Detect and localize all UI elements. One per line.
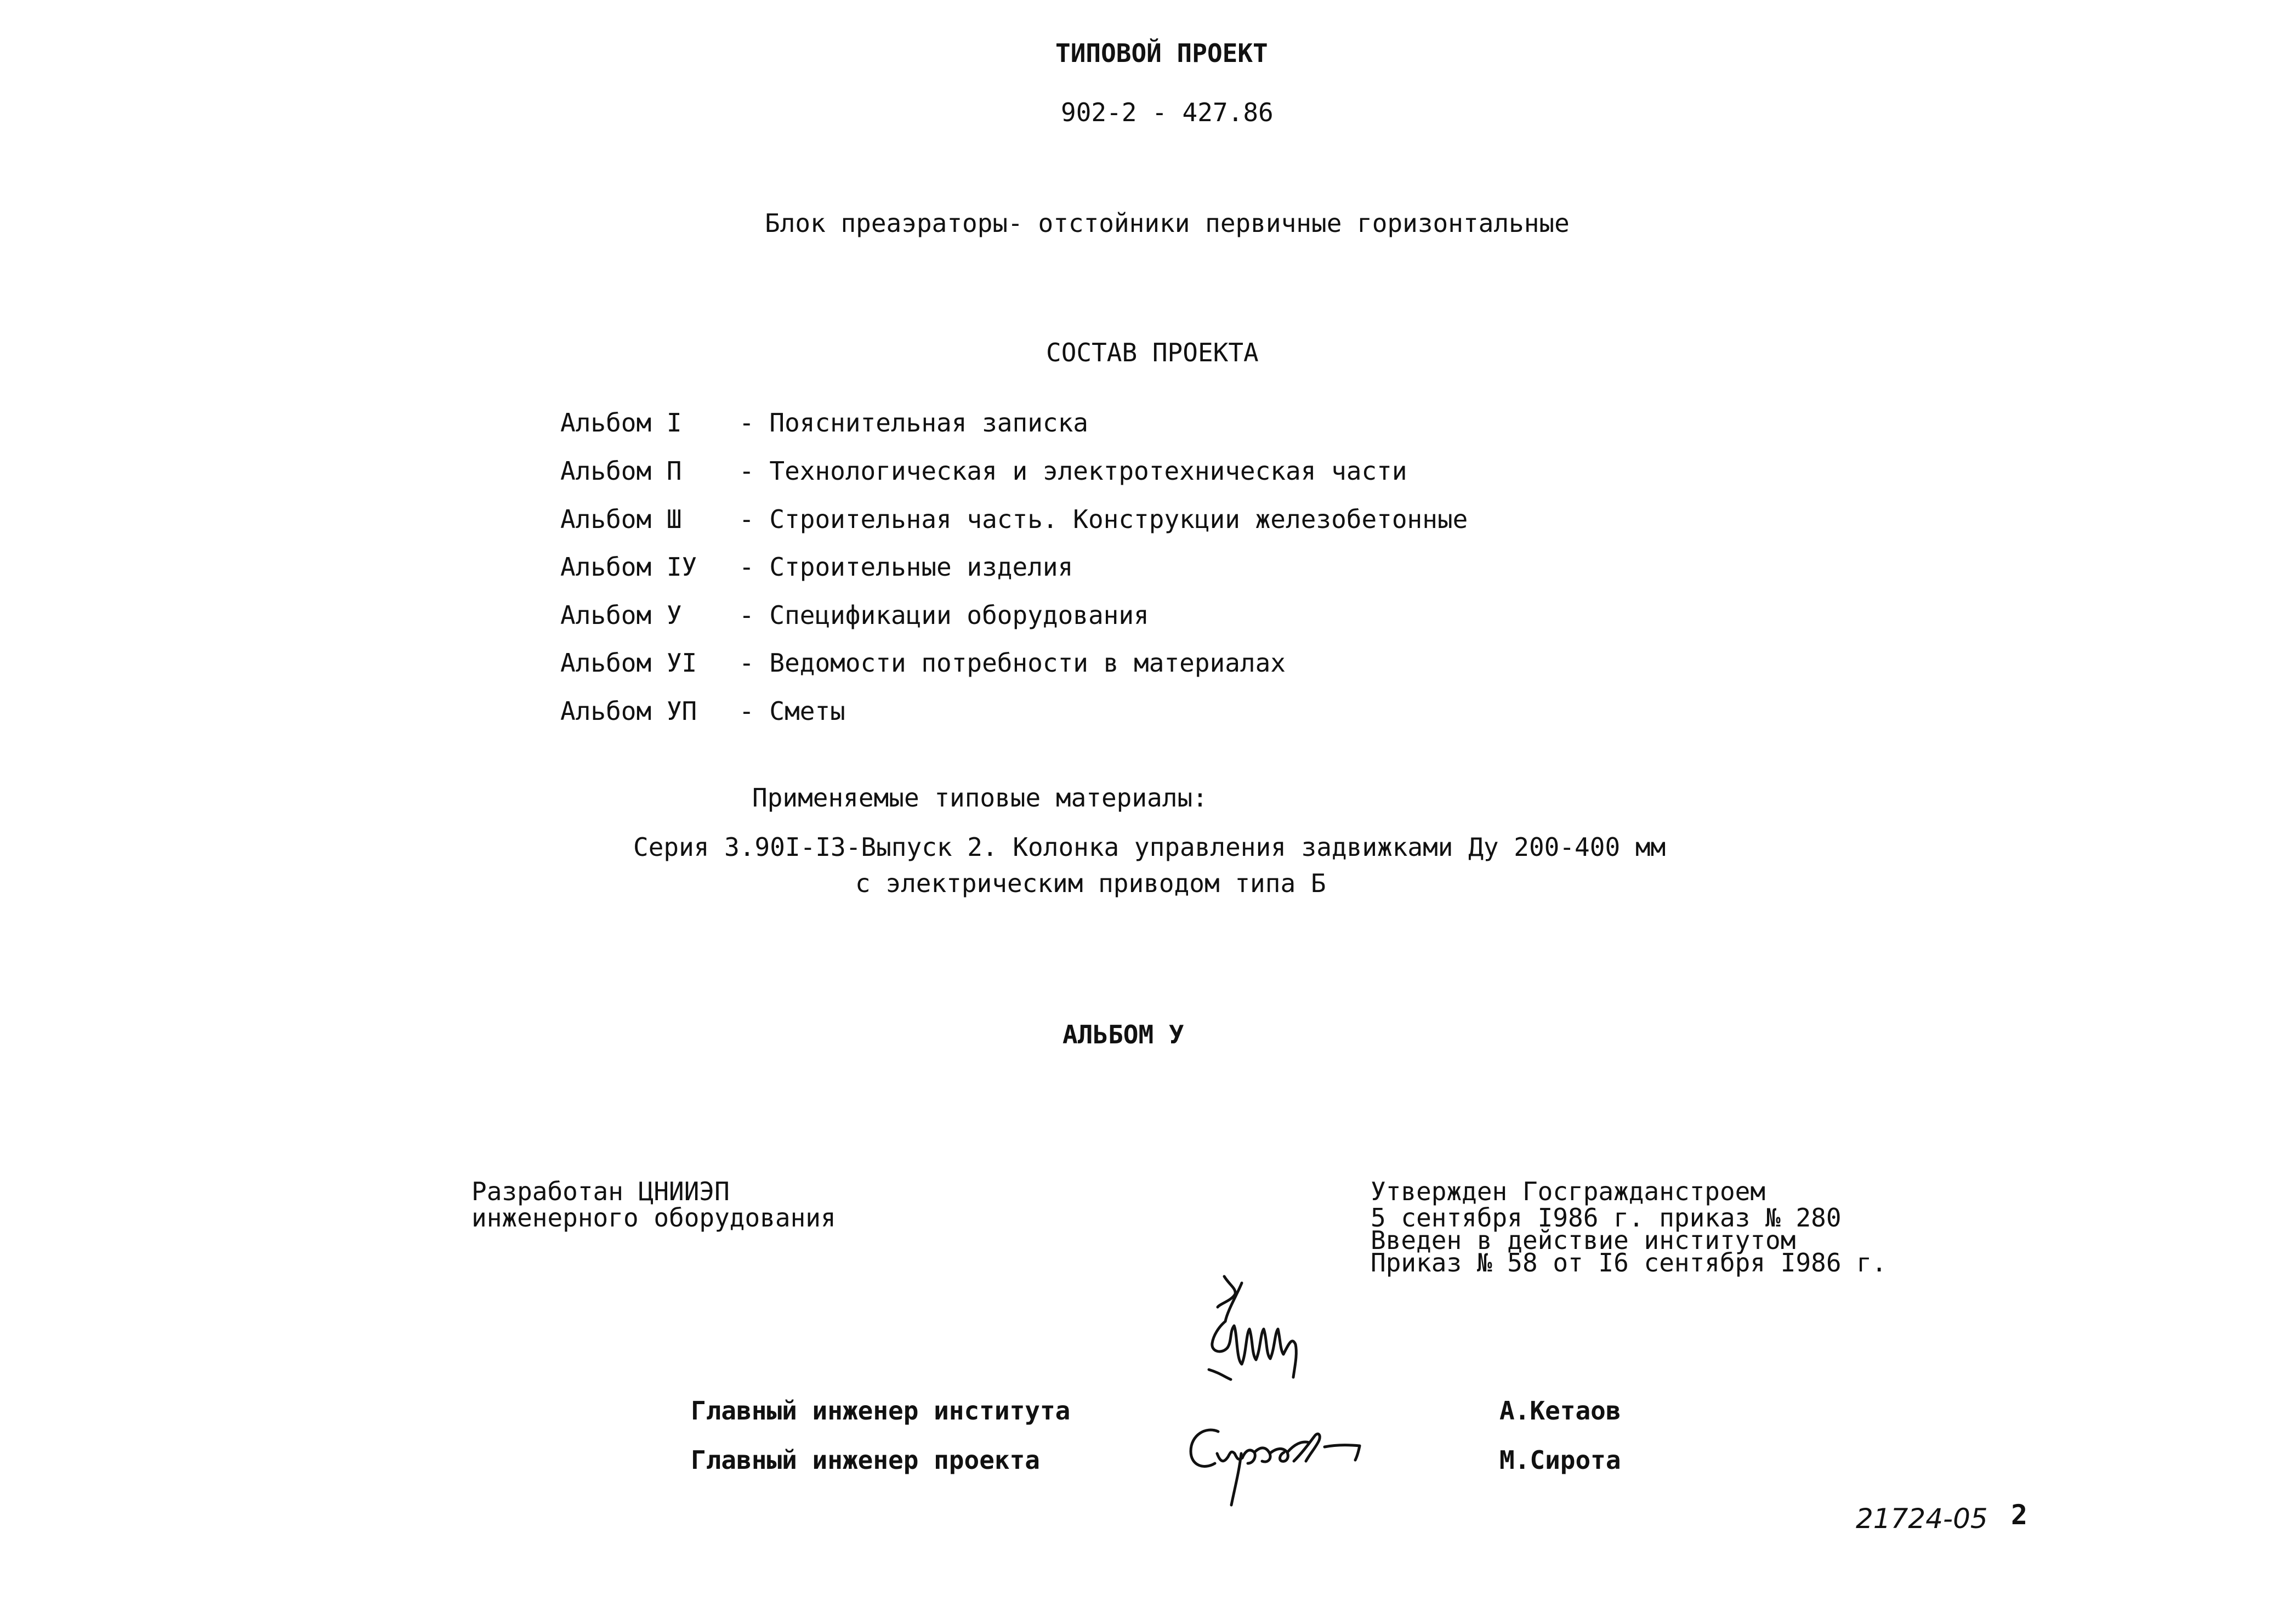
album-list-item — [0, 600, 2290, 635]
page-number: 2 — [2011, 1499, 2028, 1531]
approval-line-3: Введен в действие институтом — [1371, 1225, 1796, 1255]
album-description: - Строительная часть. Конструкции железобетонные — [739, 504, 1468, 534]
signature-name-2: М.Сирота — [1499, 1445, 1621, 1475]
developer-line-2: инженерного оборудования — [471, 1203, 836, 1233]
project-number: 902-2 - 427.86 — [1061, 98, 1274, 127]
materials-line-2: с электрическим приводом типа Б — [855, 868, 1326, 898]
album-description: - Спецификации оборудования — [739, 600, 1149, 630]
composition-heading: СОСТАВ ПРОЕКТА — [1046, 338, 1259, 367]
signature-role-2: Главный инженер проекта — [691, 1445, 1040, 1475]
album-name: Альбом УП — [560, 696, 697, 726]
album-description: - Пояснительная записка — [739, 408, 1088, 438]
album-name: Альбом УI — [560, 648, 697, 678]
album-description: - Технологическая и электротехническая части — [739, 456, 1407, 486]
album-label: АЛЬБОМ У — [1062, 1020, 1184, 1049]
album-list-item — [0, 410, 2290, 443]
materials-heading: Применяемые типовые материалы: — [752, 783, 1208, 813]
album-name: Альбом П — [560, 456, 682, 486]
album-list-item — [0, 696, 2290, 731]
album-description: - Сметы — [739, 696, 845, 726]
album-name: Альбом Ш — [560, 504, 682, 534]
album-list-item — [0, 650, 2290, 683]
developer-line-1: Разработан ЦНИИЭП — [471, 1177, 730, 1206]
approval-line-2: 5 сентября I986 г. приказ № 280 — [1371, 1203, 1842, 1233]
album-name: Альбом I — [560, 408, 682, 438]
album-name: Альбом IУ — [560, 552, 697, 582]
project-title: Блок преаэраторы- отстойники первичные горизонтальные — [765, 208, 1570, 238]
approval-line-4: Приказ № 58 от I6 сентября I986 г. — [1371, 1248, 1887, 1277]
document-code: 21724-05 — [1856, 1503, 1988, 1535]
document-type-label: ТИПОВОЙ ПРОЕКТ — [1055, 38, 1268, 68]
album-description: - Ведомости потребности в материалах — [739, 648, 1286, 678]
album-list-item — [0, 458, 2290, 491]
signature-chief-engineer-project — [1184, 1406, 1387, 1516]
signature-role-1: Главный инженер института — [691, 1396, 1071, 1426]
album-name: Альбом У — [560, 600, 682, 630]
album-list-item — [0, 554, 2290, 587]
signature-name-1: А.Кетаов — [1499, 1396, 1621, 1426]
album-description: - Строительные изделия — [739, 552, 1073, 582]
album-list-item — [0, 504, 2290, 540]
materials-line-1: Серия 3.90I-I3-Выпуск 2. Колонка управления задвижками Ду 200-400 мм — [633, 832, 1666, 862]
approval-line-1: Утвержден Госгражданстроем — [1371, 1177, 1766, 1206]
